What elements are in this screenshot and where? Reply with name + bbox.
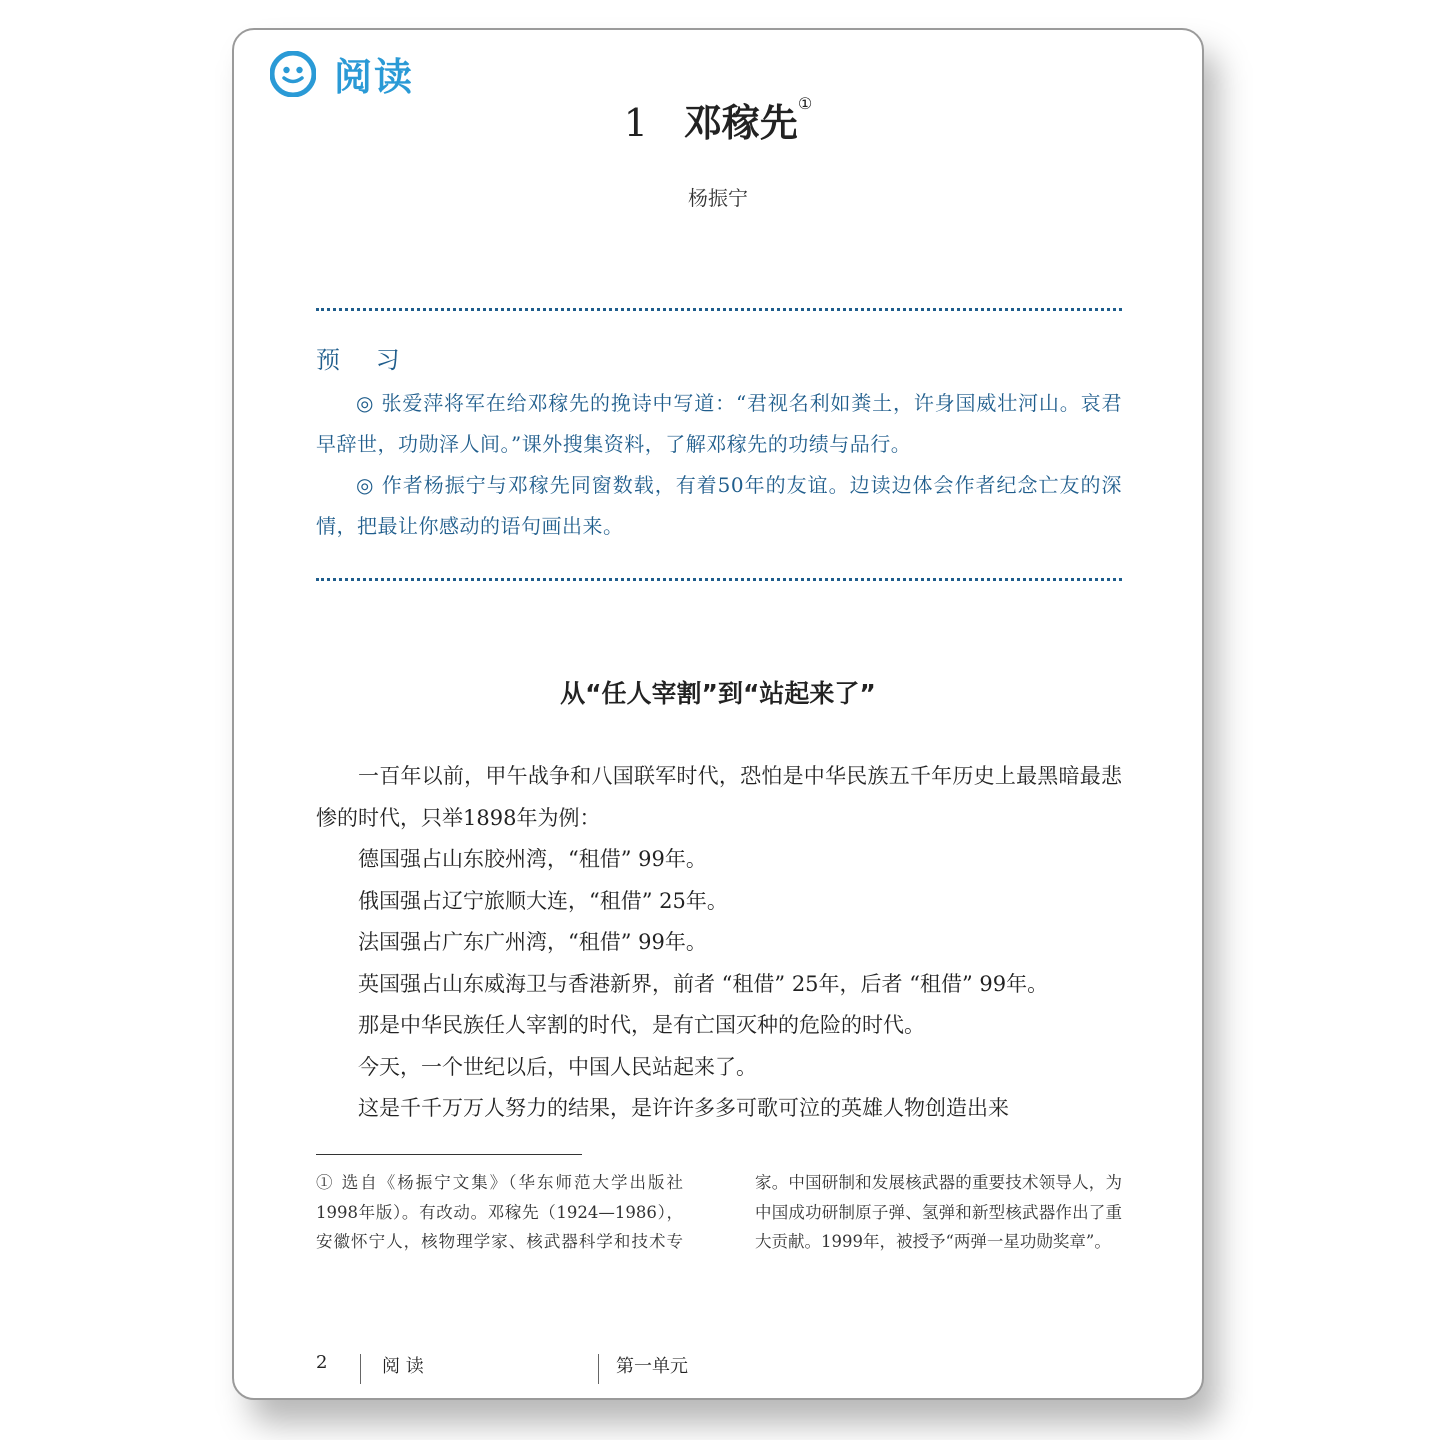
footer-divider	[360, 1354, 361, 1384]
lesson-number: 1	[623, 101, 648, 145]
lesson-title	[234, 92, 1202, 147]
page-footer	[314, 1352, 1134, 1386]
footnote-rule	[316, 1154, 582, 1155]
preview-box	[316, 340, 1122, 547]
body-paragraph: 俄国强占辽宁旅顺大连，“租借” 25年。	[358, 888, 728, 913]
body-paragraph: 德国强占山东胶州湾，“租借” 99年。	[358, 847, 707, 871]
title-footnote-mark: ①	[797, 94, 813, 113]
textbook-page	[232, 28, 1204, 1400]
reading-label: 阅读	[334, 55, 415, 99]
body-paragraph: 这是千千万万人努力的结果，是许许多多可歌可泣的英雄人物创造出来	[358, 1096, 1009, 1120]
preview-top-divider	[316, 308, 1122, 311]
footnote	[316, 1168, 1122, 1257]
smiley-face-icon	[270, 51, 316, 97]
body-paragraph: 那是中华民族任人宰割的时代，是有亡国灭种的危险的时代。	[358, 1013, 925, 1037]
preview-heading: 预 习	[316, 346, 414, 374]
preview-item: ◎ 张爱萍将军在给邓稼先的挽诗中写道：“君视名利如粪土，许身国威壮河山。哀君早辞世，功勋泽人间。”课外搜集资料，了解邓稼先的功绩与品行。	[316, 391, 1122, 456]
body-paragraph: 英国强占山东威海卫与香港新界，前者 “租借” 25年，后者 “租借” 99年。	[358, 971, 1049, 996]
author-name: 杨振宁	[688, 186, 748, 210]
body-paragraph: 法国强占广东广州湾，“租借” 99年。	[358, 930, 707, 954]
footer-divider	[598, 1354, 599, 1384]
page-number: 2	[316, 1352, 328, 1373]
footer-section-label: 阅 读	[382, 1356, 424, 1377]
section-subtitle: 从“任人宰割”到“站起来了”	[560, 679, 876, 708]
footer-unit-label: 第一单元	[616, 1356, 688, 1377]
body-paragraph: 一百年以前，甲午战争和八国联军时代，恐怕是中华民族五千年历史上最黑暗最悲惨的时代，只举1898年为例：	[316, 764, 1122, 830]
preview-bottom-divider	[316, 578, 1122, 581]
footnote-text: ① 选自《杨振宁文集》（华东师范大学出版社1998年版）。有改动。邓稼先（1924—1986），安徽怀宁人，核物理学家、核武器科学和技术专家。中国研制和发展核武器的重要技术领导人，为中国成功研制原子弹、氢弹和新型核武器作出了重大贡献。1999年，被授予“两弹一星功勋奖章”。	[316, 1173, 1122, 1251]
lesson-name: 邓稼先	[683, 101, 798, 145]
preview-item: ◎ 作者杨振宁与邓稼先同窗数载，有着50年的友谊。边读边体会作者纪念亡友的深情，把最让你感动的语句画出来。	[316, 473, 1122, 538]
body-text	[316, 756, 1122, 1130]
body-paragraph: 今天，一个世纪以后，中国人民站起来了。	[358, 1054, 757, 1079]
